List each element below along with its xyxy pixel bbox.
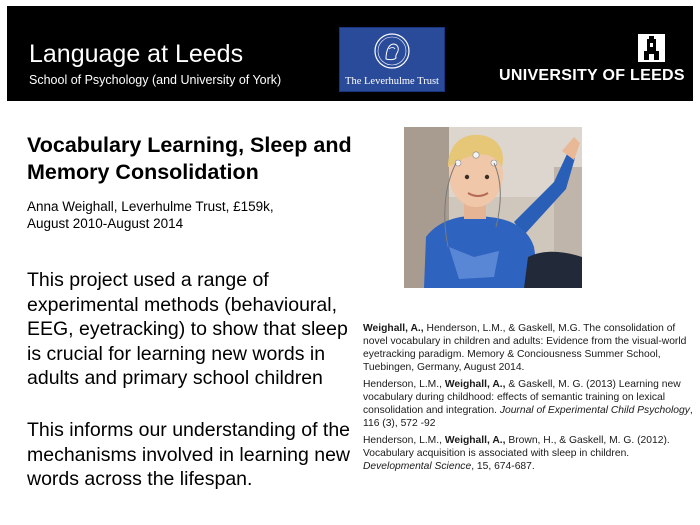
banner-title: Language at Leeds — [29, 40, 244, 68]
reference-text: Brown, H., & Gaskell, M. G. (2012). Vocabulary acquisition is associated with sleep in children. — [363, 435, 670, 459]
reference-suffix: , 116 (3), 572 -92 — [363, 405, 693, 429]
university-of-leeds-logo-text: UNIVERSITY OF LEEDS — [499, 67, 685, 84]
header-banner — [7, 6, 693, 101]
reference-prefix: Henderson, L.M., — [363, 379, 445, 390]
project-impact: This informs our understanding of the mechanisms involved in learning new words across the lifespan. — [27, 419, 351, 490]
references-list — [363, 322, 693, 477]
university-crest-icon — [638, 34, 665, 62]
project-description: This project used a range of experimental methods (behavioural, EEG, eyetracking) to show that sleep is crucial for learning new words in adults and primary school children — [27, 269, 348, 389]
project-funding-line: Anna Weighall, Leverhulme Trust, £159k, — [27, 199, 274, 214]
leverhulme-logo-text: The Leverhulme Trust — [345, 76, 439, 87]
reference-prefix: Henderson, L.M., — [363, 435, 445, 446]
banner-subtitle: School of Psychology (and University of York) — [29, 73, 282, 87]
child-eeg-photo — [404, 127, 582, 288]
reference-item — [363, 322, 693, 374]
reference-suffix: , 15, 674-687. — [471, 461, 535, 472]
reference-journal: Developmental Science — [363, 461, 472, 472]
reference-journal: Journal of Experimental Child Psychology — [499, 405, 690, 416]
project-title: Vocabulary Learning, Sleep and Memory Consolidation — [27, 133, 352, 184]
leverhulme-seal-icon — [373, 32, 411, 70]
project-meta — [27, 198, 347, 232]
reference-item — [363, 378, 693, 430]
reference-author-bold: Weighall, A., — [444, 379, 506, 390]
reference-item — [363, 434, 693, 473]
reference-text: Henderson, L.M., & Gaskell, M.G. The consolidation of novel vocabulary in children and adults: Evidence from the visual-world eyetracking paradigm. Memory & Conciousness Summer School, Tuebingen, Germany, August 2014. — [363, 323, 687, 373]
reference-author-bold: Weighall, A., — [363, 323, 424, 334]
reference-text: & Gaskell, M. G. (2013) Learning new vocabulary during childhood: effects of semantic training on lexical consolidation and integration. — [363, 379, 681, 416]
reference-author-bold: Weighall, A., — [444, 435, 506, 446]
project-dates-line: August 2010-August 2014 — [27, 216, 184, 231]
leverhulme-trust-logo — [339, 27, 445, 92]
